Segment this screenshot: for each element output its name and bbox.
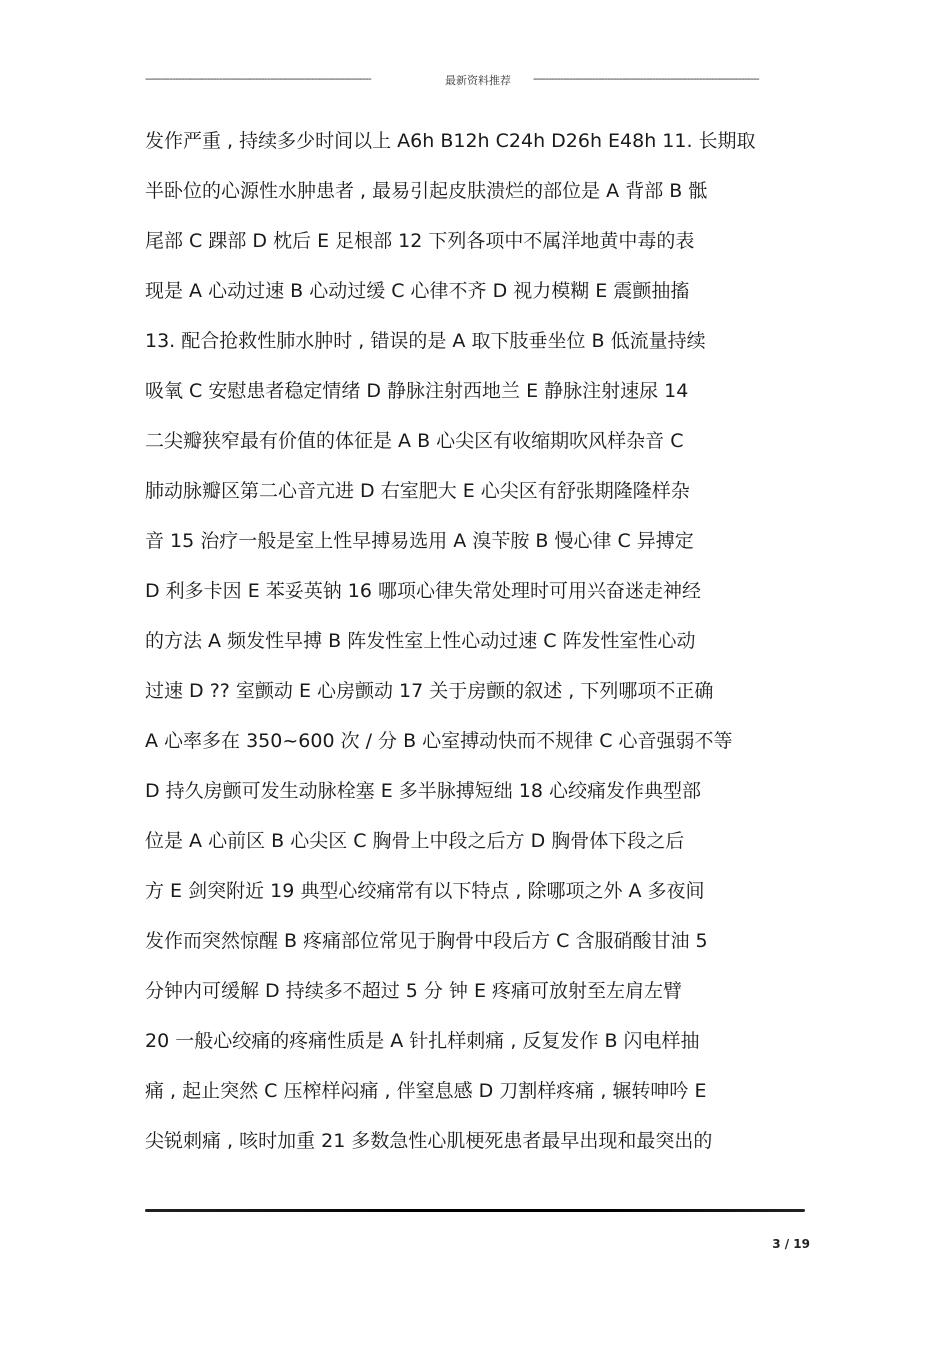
body-line-9: 音 15 治疗一般是室上性早搏易选用 A 溴苄胺 B 慢心律 C 异搏定 bbox=[145, 530, 694, 552]
body-line-5: 13. 配合抢救性肺水肿时 , 错误的是 A 取下肢垂坐位 B 低流量持续 bbox=[145, 330, 706, 352]
body-line-2: 半卧位的心源性水肿患者 , 最易引起皮肤溃烂的部位是 A 背部 B 骶 bbox=[145, 180, 708, 202]
body-line-21: 尖锐刺痛 , 咳时加重 21 多数急性心肌梗死患者最早出现和最突出的 bbox=[145, 1130, 713, 1152]
header-rule-right: ---------------------------------------------------------------------------- bbox=[533, 72, 759, 85]
page-number: 3 / 19 bbox=[772, 1237, 810, 1251]
body-line-13: A 心率多在 350~600 次 / 分 B 心室搏动快而不规律 C 心音强弱不等 bbox=[145, 730, 733, 752]
body-line-3: 尾部 C 踝部 D 枕后 E 足根部 12 下列各项中不属洋地黄中毒的表 bbox=[145, 230, 695, 252]
footer-rule bbox=[145, 1209, 805, 1212]
body-line-7: 二尖瓣狭窄最有价值的体征是 A B 心尖区有收缩期吹风样杂音 C bbox=[145, 430, 684, 452]
body-line-4: 现是 A 心动过速 B 心动过缓 C 心律不齐 D 视力模糊 E 震颤抽搐 bbox=[145, 280, 690, 302]
header-rule-left: ---------------------------------------------------------------------------- bbox=[145, 72, 371, 85]
document-body bbox=[145, 125, 815, 1175]
header-title: 最新资料推荐 bbox=[445, 74, 511, 87]
body-line-8: 肺动脉瓣区第二心音亢进 D 右室肥大 E 心尖区有舒张期隆隆样杂 bbox=[145, 480, 690, 502]
body-line-17: 发作而突然惊醒 B 疼痛部位常见于胸骨中段后方 C 含服硝酸甘油 5 bbox=[145, 930, 708, 952]
body-line-14: D 持久房颤可发生动脉栓塞 E 多半脉搏短绌 18 心绞痛发作典型部 bbox=[145, 780, 702, 802]
body-line-15: 位是 A 心前区 B 心尖区 C 胸骨上中段之后方 D 胸骨体下段之后 bbox=[145, 830, 685, 852]
body-line-16: 方 E 剑突附近 19 典型心绞痛常有以下特点 , 除哪项之外 A 多夜间 bbox=[145, 880, 705, 902]
body-line-19: 20 一般心绞痛的疼痛性质是 A 针扎样刺痛 , 反复发作 B 闪电样抽 bbox=[145, 1030, 700, 1052]
body-line-1: 发作严重 , 持续多少时间以上 A6h B12h C24h D26h E48h 11. 长期取 bbox=[145, 130, 756, 152]
body-line-20: 痛 , 起止突然 C 压榨样闷痛 , 伴窒息感 D 刀割样疼痛 , 辗转呻吟 E bbox=[145, 1080, 707, 1102]
body-line-6: 吸氧 C 安慰患者稳定情绪 D 静脉注射西地兰 E 静脉注射速尿 14 bbox=[145, 380, 689, 402]
body-line-18: 分钟内可缓解 D 持续多不超过 5 分 钟 E 疼痛可放射至左肩左臂 bbox=[145, 980, 683, 1002]
body-line-10: D 利多卡因 E 苯妥英钠 16 哪项心律失常处理时可用兴奋迷走神经 bbox=[145, 580, 702, 602]
body-line-11: 的方法 A 频发性早搏 B 阵发性室上性心动过速 C 阵发性室性心动 bbox=[145, 630, 696, 652]
page-header bbox=[145, 72, 805, 92]
body-line-12: 过速 D ?? 室颤动 E 心房颤动 17 关于房颤的叙述 , 下列哪项不正确 bbox=[145, 680, 714, 702]
